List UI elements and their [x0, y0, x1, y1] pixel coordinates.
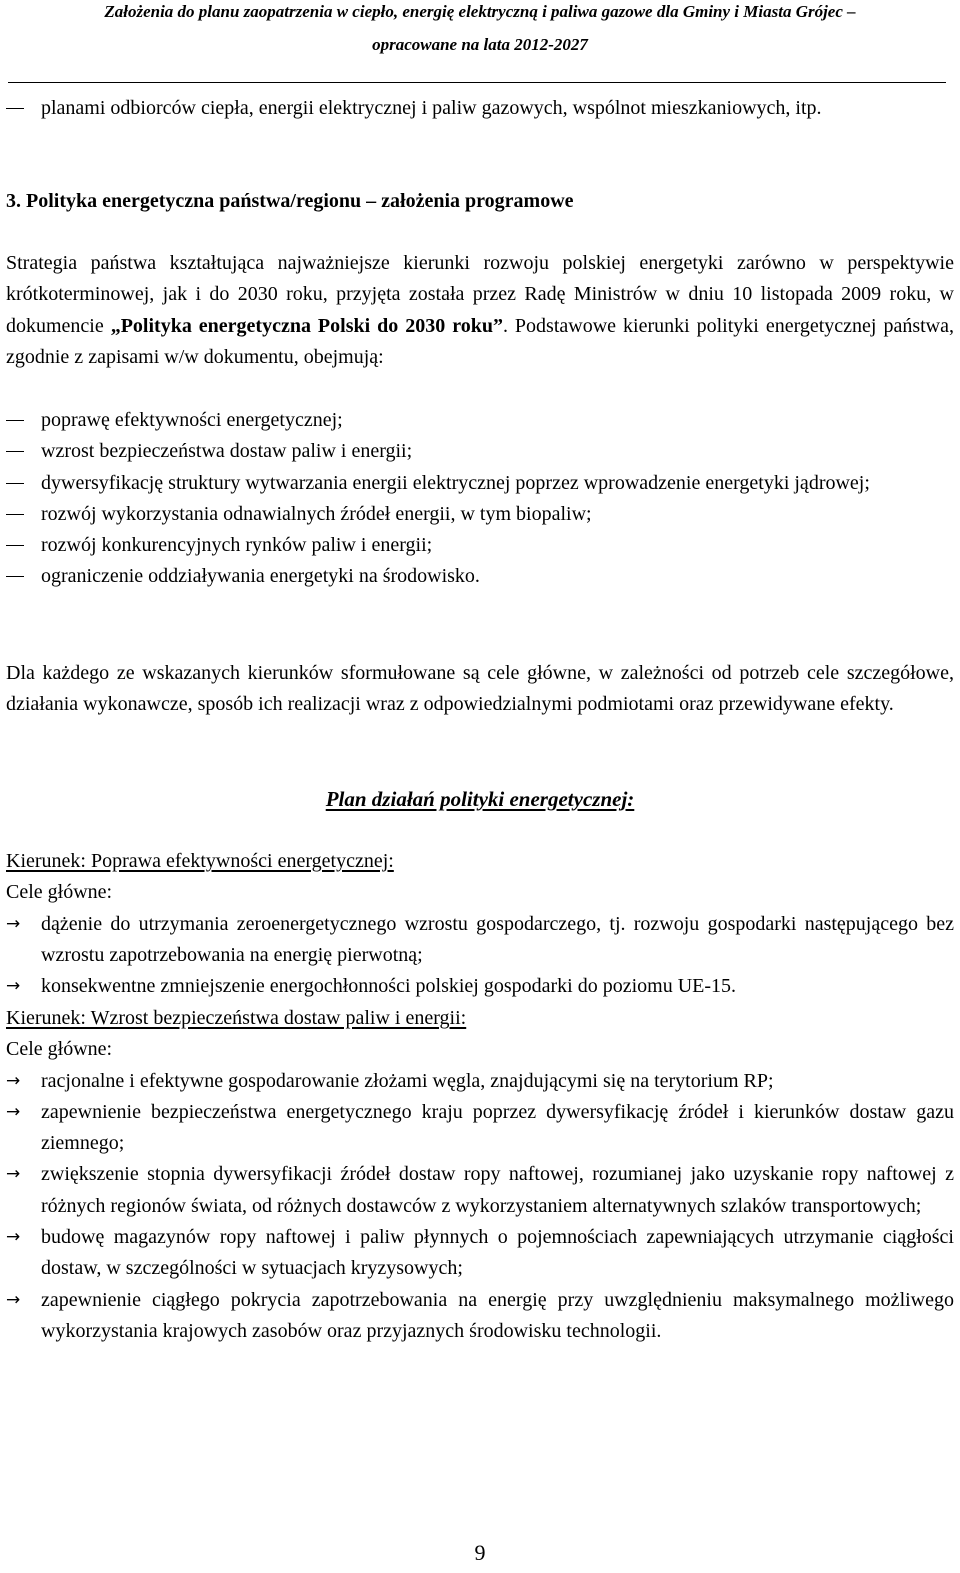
section-heading: 3. Polityka energetyczna państwa/regionu – założenia programowe: [6, 190, 574, 212]
goal-text: zapewnienie bezpieczeństwa energetycznego kraju poprzez dywersyfikację źródeł i kierunków dostaw gazu ziemnego;: [41, 1100, 954, 1155]
plan-title-wrap: [6, 784, 954, 816]
goals-paragraph: Dla każdego ze wskazanych kierunków sformułowane są cele główne, w zależności od potrzeb cele szczegółowe, działania wykonawcze, sposób ich realizacji wraz z odpowiedzialnymi podmiotami oraz przewidywane efekty.: [6, 662, 954, 716]
list-item: [6, 909, 954, 972]
list-item: [6, 1285, 954, 1348]
direction-text: rozwój wykorzystania odnawialnych źródeł energii, w tym biopaliw;: [41, 502, 592, 525]
dash-icon: [6, 530, 30, 561]
goal-text: dążenie do utrzymania zeroenergetycznego wzrostu gospodarczego, tj. rozwoju gospodarki następującego bez wzrostu zapotrzebowania na energię pierwotną;: [41, 912, 954, 966]
list-item: [6, 1097, 954, 1160]
list-item: [6, 530, 954, 561]
goals-label: Cele główne:: [6, 881, 113, 904]
arrow-right-icon: →: [6, 1070, 21, 1091]
strategy-text-start: Strategia państwa kształtująca najważniejsze kierunki rozwoju polskiej energetyki zarówno w perspektywie krótkoterminowej, jak i do 2030 roku, przyjęta została przez Radę Ministrów w dniu 10 listopada 2009 roku, w dokumencie: [6, 252, 954, 337]
running-header-title: Założenia do planu zaopatrzenia w ciepło, energię elektryczną i paliwa gazowe dla Gminy i Miasta Grójec –: [104, 2, 856, 21]
arrow-right-icon: →: [6, 1289, 21, 1310]
dash-icon: [6, 405, 30, 436]
goal-text: budowę magazynów ropy naftowej i paliw płynnych o pojemnościach zapewniających utrzymanie ciągłości dostaw, w szczególności w sytuacjach kryzysowych;: [41, 1226, 954, 1280]
dash-icon: [6, 499, 30, 530]
direction-heading: Kierunek: Wzrost bezpieczeństwa dostaw paliw i energii:: [6, 1007, 467, 1029]
plan-title: Plan działań polityki energetycznej:: [325, 787, 635, 811]
list-item: [6, 468, 954, 499]
list-item: [6, 436, 954, 467]
list-item: [6, 499, 954, 530]
page-number: 9: [474, 1540, 486, 1565]
arrow-right-icon: →: [6, 976, 21, 997]
direction-text: wzrost bezpieczeństwa dostaw paliw i energii;: [41, 440, 413, 463]
strategy-text-end: . Podstawowe kierunki polityki energetycznej państwa, zgodnie z zapisami w/w dokumentu, obejmują:: [6, 314, 954, 368]
arrow-right-icon: →: [6, 913, 21, 934]
dash-icon: [6, 561, 30, 592]
goal-text: zwiększenie stopnia dywersyfikacji źródeł dostaw ropy naftowej, rozumianej jako uzyskanie ropy naftowej z różnych regionów świata, od różnych dostawców z wykorzystaniem alternatywnych szlaków transportowych;: [41, 1163, 954, 1217]
intro-list: [6, 93, 954, 124]
list-item: [6, 93, 954, 124]
header-rule: [8, 82, 946, 83]
goal-text: zapewnienie ciągłego pokrycia zapotrzebowania na energię przy uwzględnieniu maksymalnego możliwego wykorzystania krajowych zasobów oraz przyjaznych środowisku technologii.: [41, 1288, 954, 1342]
direction-efficiency: [6, 846, 954, 1002]
goals-label: Cele główne:: [6, 1038, 113, 1061]
direction-text: dywersyfikację struktury wytwarzania energii elektrycznej poprzez wprowadzenie energetyki jądrowej;: [41, 471, 870, 494]
list-item: [6, 405, 954, 436]
arrow-right-icon: →: [6, 1101, 21, 1122]
direction-text: rozwój konkurencyjnych rynków paliw i energii;: [41, 534, 433, 557]
direction-text: poprawę efektywności energetycznej;: [41, 409, 343, 431]
directions-list: [6, 405, 954, 593]
direction-text: ograniczenie oddziaływania energetyki na środowisko.: [41, 565, 480, 588]
list-item: [6, 1159, 954, 1222]
arrow-right-icon: →: [6, 1164, 21, 1185]
dash-icon: [6, 468, 30, 499]
strategy-paragraph: [6, 248, 954, 373]
goal-text: konsekwentne zmniejszenie energochłonności polskiej gospodarki do poziomu UE-15.: [41, 975, 737, 998]
list-item: [6, 971, 954, 1002]
list-item: [6, 1222, 954, 1285]
arrow-right-icon: →: [6, 1227, 21, 1248]
dash-icon: [6, 93, 30, 124]
document-title-reference: „Polityka energetyczna Polski do 2030 roku”: [110, 314, 503, 337]
list-item: [6, 1066, 954, 1097]
running-header-subtitle: opracowane na lata 2012-2027: [372, 35, 588, 54]
list-item-text: planami odbiorców ciepła, energii elektrycznej i paliw gazowych, wspólnot mieszkaniowych, itp.: [41, 97, 822, 119]
dash-icon: [6, 436, 30, 467]
direction-heading: Kierunek: Poprawa efektywności energetycznej:: [6, 850, 394, 872]
goal-text: racjonalne i efektywne gospodarowanie złożami węgla, znajdującymi się na terytorium RP;: [41, 1069, 774, 1092]
direction-security: [6, 1003, 954, 1347]
list-item: [6, 561, 954, 592]
